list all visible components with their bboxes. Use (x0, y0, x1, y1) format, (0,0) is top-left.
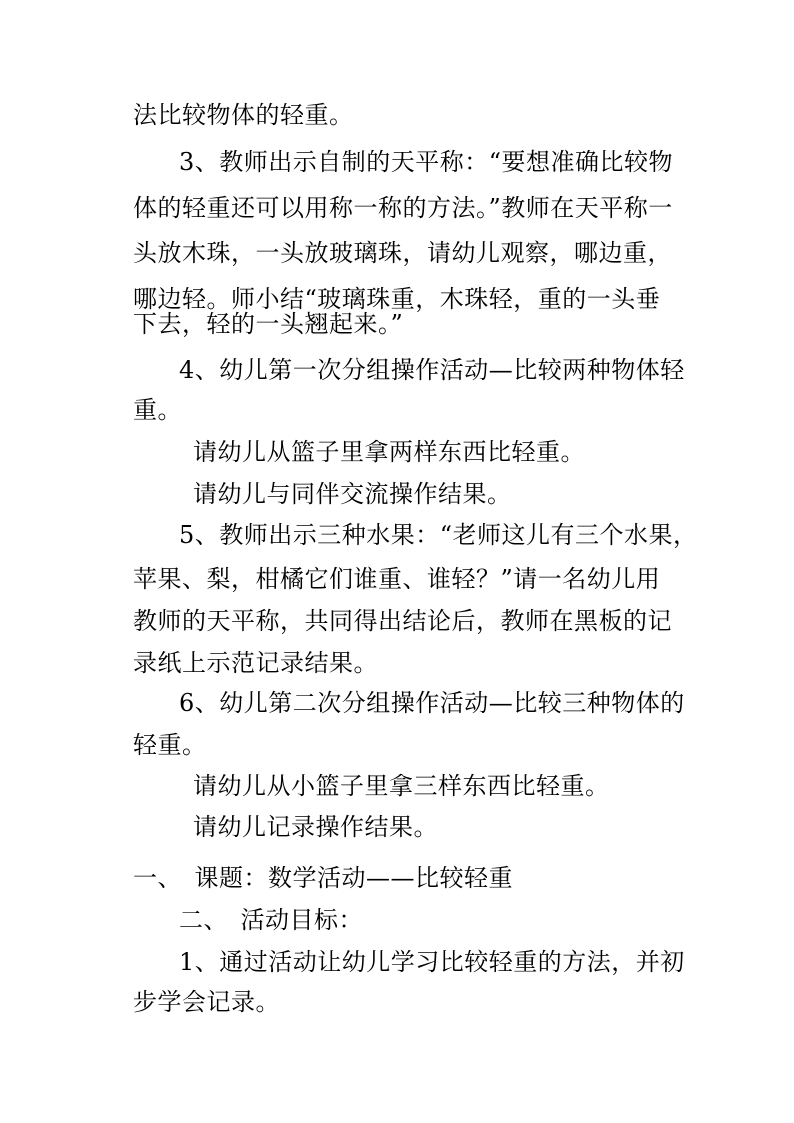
text-line: 录纸上示范记录结果。 (133, 649, 378, 677)
text-line: 6、幼儿第二次分组操作活动—比较三种物体的 (179, 689, 685, 717)
text-line: 法比较物体的轻重。 (133, 101, 354, 129)
text-line: 5、教师出示三种水果：“老师这儿有三个水果， (179, 521, 698, 549)
text-line: 下去，轻的一头翘起来。” (133, 310, 404, 338)
text-line: 步学会记录。 (133, 988, 280, 1016)
text-line: 4、幼儿第一次分组操作活动—比较两种物体轻 (179, 356, 685, 384)
text-line: 头放木珠，一头放玻璃珠，请幼儿观察，哪边重， (133, 239, 672, 267)
section-heading: 一、 课题：数学活动——比较轻重 (133, 864, 513, 892)
text-line: 体的轻重还可以用称一称的方法。”教师在天平称一 (133, 194, 673, 222)
text-line: 请幼儿与同伴交流操作结果。 (193, 480, 512, 508)
text-line: 1、通过活动让幼儿学习比较轻重的方法，并初 (179, 948, 685, 976)
text-line: 请幼儿从篮子里拿两样东西比轻重。 (193, 438, 585, 466)
text-line: 重。 (133, 396, 182, 424)
text-line: 苹果、梨，柑橘它们谁重、谁轻？”请一名幼儿用 (133, 565, 661, 593)
text-line: 教师的天平称，共同得出结论后，教师在黑板的记 (133, 607, 672, 635)
text-line: 请幼儿从小篮子里拿三样东西比轻重。 (193, 772, 610, 800)
section-heading: 二、 活动目标： (179, 906, 363, 934)
text-line: 轻重。 (133, 731, 207, 759)
text-line: 哪边轻。师小结“玻璃珠重，木珠轻，重的一头垂 (133, 285, 661, 313)
text-line: 3、教师出示自制的天平称：“要想准确比较物 (179, 148, 674, 176)
text-line: 请幼儿记录操作结果。 (193, 813, 438, 841)
